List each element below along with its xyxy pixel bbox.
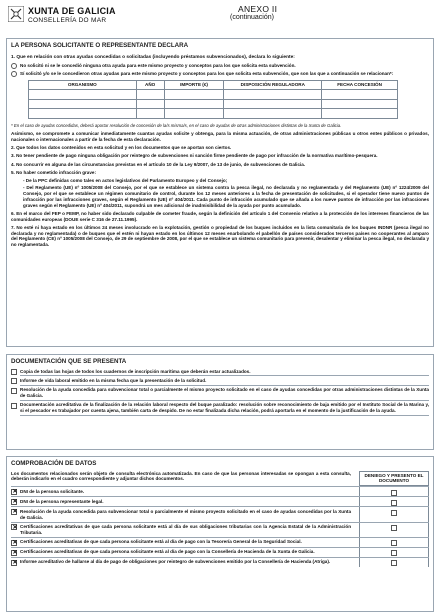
data-check-item bbox=[11, 486, 429, 496]
radio-button[interactable] bbox=[11, 71, 17, 77]
table-cell[interactable] bbox=[224, 109, 322, 119]
option-label: No solicitó ni se le concedió ninguna otra ayuda para este mismo proyecto y conceptos para los que solicita esta subvención. bbox=[20, 62, 296, 68]
document-label: Documentación acreditativa de la finalización de la relación laboral respecto del buque paralizado: resolución sobre reconocimiento de baja emitido por el Instituto Social de la Marina y, si el pescador es trabajador por cuenta ajena, también carta de despido. De no estar finalizada dicha relación, podrá aportarla en el momento de la justificación de la ayuda. bbox=[20, 402, 429, 415]
table-cell[interactable] bbox=[322, 109, 398, 119]
annex-title: ANEXO II bbox=[238, 4, 278, 14]
aids-table bbox=[28, 80, 398, 119]
data-check-item bbox=[11, 557, 429, 567]
table-cell[interactable] bbox=[136, 90, 164, 100]
table-cell[interactable] bbox=[322, 99, 398, 109]
paragraph-7: 7. No esté ni haya estado en los últimos 24 meses involucrado en la explotación, gestión o propiedad de los buques incluidos en la lista comunitaria de los buques INDNR (pesca ilegal no declarada y no reglamentada) o de buques que el estén ni hayan estado en los últimos 12 meses enarbolando el pabellón de países considerados terceros países no cooperantes al amparo del Reglamento (CE) nº 1005/2008 del Consejo, de 29 de septiembre de 2008, por el que se establece un sistema comunitario para prevenir, desalentar y eliminar la pesca ilegal, no declarada y no reglamentada. bbox=[11, 224, 429, 248]
deny-column-header: DENIEGO Y PRESENTO EL DOCUMENTO bbox=[359, 471, 429, 486]
table-cell[interactable] bbox=[29, 90, 137, 100]
org-department: CONSELLERÍA DO MAR bbox=[28, 17, 107, 24]
checkbox[interactable] bbox=[11, 550, 17, 556]
checkbox[interactable] bbox=[11, 388, 17, 394]
radio-button[interactable] bbox=[11, 63, 17, 69]
document-item[interactable] bbox=[11, 378, 429, 386]
declaration-section bbox=[6, 38, 434, 347]
xunta-logo bbox=[8, 6, 24, 22]
table-cell[interactable] bbox=[164, 90, 224, 100]
paragraph-asimismo: Asimismo, se compromete a comunicar inmediatamente cuantas ayudas solicite y obtenga, para la misma actuación, de otras administraciones públicas u otros entes públicos o privados, nacionales o internacionales a partir de la fecha de esta declaración. bbox=[11, 130, 429, 142]
data-check-section bbox=[6, 456, 434, 612]
data-check-item bbox=[11, 496, 429, 506]
paragraph-5: 5. No haber cometido infracción grave: bbox=[11, 169, 97, 175]
data-check-label: Certificaciones acreditativas de que cada persona solicitante está al día de sus obligaciones tributarias con la Agencia Estatal de la Administración Tributaria. bbox=[20, 524, 351, 535]
col-ano: AÑO bbox=[136, 81, 164, 90]
aids-note: * En el caso de ayudas concedidas, deberá aportar resolución de concesión de la/s misma/s, en el caso de ayudas de otras administraciones distintas de la Xunta de Galicia. bbox=[11, 122, 342, 128]
data-check-intro: Los documentos relacionados serán objeto de consulta electrónica automatizada. En caso de que las personas interesadas se opongan a esta consulta, deberán indicarlo en el cuadro correspondiente y adjuntar dichos documentos. bbox=[11, 470, 351, 482]
paragraph-6: 6. En el marco del FEP o FEMP, no haber sido declarado culpable de cometer fraude, según la definición del artículo 1 del Convenio relativo a la protección de los intereses financieros de las comunidades europeas (DOUE serie C 316 de 27.11.1995). bbox=[11, 210, 429, 222]
data-check-item bbox=[11, 522, 429, 537]
deny-checkbox[interactable] bbox=[391, 510, 397, 516]
paragraph-3: 3. No tener pendiente de pago ninguna obligación por reintegro de subvenciones ni sanción firme pendiente de pago por infracción de la normativa marítimo-pesquera. bbox=[11, 153, 378, 159]
page-header bbox=[8, 4, 433, 32]
question-1: 1. Que en relación con otras ayudas concedidas o solicitadas (incluyendo préstamos subvencionados), declara lo siguiente: bbox=[11, 54, 295, 60]
option-no-aid[interactable] bbox=[11, 63, 429, 69]
deny-checkbox[interactable] bbox=[391, 560, 397, 566]
deny-checkbox[interactable] bbox=[391, 540, 397, 546]
checkbox[interactable] bbox=[11, 378, 17, 384]
deny-checkbox[interactable] bbox=[391, 525, 397, 531]
table-row bbox=[29, 90, 398, 100]
data-check-item bbox=[11, 506, 429, 521]
checkbox[interactable] bbox=[11, 403, 17, 409]
section-title: COMPROBACIÓN DE DATOS bbox=[11, 460, 97, 467]
document-item[interactable] bbox=[11, 402, 429, 415]
table-cell[interactable] bbox=[322, 90, 398, 100]
table-row bbox=[29, 109, 398, 119]
deny-checkbox[interactable] bbox=[391, 490, 397, 496]
option-label: Sí solicitó y/o se le concedieron otras ayudas para este mismo proyecto y conceptos para los que solicita esta subvención, que son las que a continuación se relacionan*: bbox=[20, 71, 394, 77]
table-row bbox=[29, 99, 398, 109]
checkbox[interactable] bbox=[11, 540, 17, 546]
col-fecha: FECHA CONCESIÓN bbox=[322, 81, 398, 90]
option-yes-aid[interactable] bbox=[11, 71, 429, 77]
deny-checkbox[interactable] bbox=[391, 550, 397, 556]
checkbox[interactable] bbox=[11, 524, 17, 530]
table-cell[interactable] bbox=[29, 109, 137, 119]
data-check-item bbox=[11, 547, 429, 557]
table-cell[interactable] bbox=[164, 99, 224, 109]
data-check-label: Certificaciones acreditativas de que cada persona solicitante está al día de pago con la Consellería de Hacienda de la Xunta de Galicia. bbox=[20, 549, 315, 555]
table-cell[interactable] bbox=[136, 109, 164, 119]
org-name: XUNTA DE GALICIA bbox=[28, 6, 116, 16]
document-item[interactable] bbox=[11, 387, 429, 400]
checkbox[interactable] bbox=[11, 499, 17, 505]
paragraph-2: 2. Que todos los datos contenidos en esta solicitud y en los documentos que se aportan son ciertos. bbox=[11, 144, 232, 150]
checkbox[interactable] bbox=[11, 560, 17, 566]
paragraph-4: 4. No concurrir en alguna de las circunstancias previstas en el artículo 10 de la Ley 9/2007, de 13 de junio, de subvenciones de Galicia. bbox=[11, 161, 306, 167]
deny-checkbox[interactable] bbox=[391, 500, 397, 506]
table-cell[interactable] bbox=[164, 109, 224, 119]
checkbox[interactable] bbox=[11, 369, 17, 375]
section-title: DOCUMENTACIÓN QUE SE PRESENTA bbox=[11, 358, 127, 365]
data-check-list bbox=[11, 486, 429, 567]
document-label: Copia de todas las hojas de todos los cuadernos de inscripción marítima que deberán estar actualizados. bbox=[20, 369, 429, 377]
data-check-label: Certificaciones acreditativas de que cada persona solicitante está al día de pago con la Tesorería General de la Seguridad Social. bbox=[20, 539, 302, 545]
data-check-item bbox=[11, 537, 429, 547]
table-cell[interactable] bbox=[136, 99, 164, 109]
document-label: Informe de vida laboral emitido en la misma fecha que la presentación de la solicitud. bbox=[20, 378, 429, 386]
annex-subtitle: (continuación) bbox=[230, 14, 274, 21]
checkbox[interactable] bbox=[11, 509, 17, 515]
documentation-section bbox=[6, 354, 434, 450]
paragraph-5b: - Del Reglamento (UE) nº 1005/2008 del Consejo, por el que se establece un sistema contra la pesca ilegal, no declarada y no reglamentada y del Reglamento (UE) nº 1224/2009 del Consejo, por el que se establece un régimen comunitario de control, durante los 12 meses anteriores a la fecha de presentación de solicitudes, si el operador tiene nuevo puntos de infracción por las infracciones graves, según el Reglamento (UE) nº 404/2011. Cada punto de infracción acumulado que se añada a los nueve puntos de infracción por las infracciones graves según el Reglamento (UE) nº 404/2011, supondrá un mes adicional de inadmisibilidad de la ayuda por punto acumulado. bbox=[23, 185, 429, 208]
documentation-list bbox=[11, 369, 429, 416]
data-check-label: DNI de la persona solicitante. bbox=[20, 488, 85, 494]
col-disposicion: DISPOSICIÓN REGULADORA bbox=[224, 81, 322, 90]
table-cell[interactable] bbox=[29, 99, 137, 109]
col-importe: IMPORTE (€) bbox=[164, 81, 224, 90]
table-cell[interactable] bbox=[224, 99, 322, 109]
data-check-label: Informe acreditativo de hallarse al día de pago de obligaciones por reintegro de subvenciones emitido por la Consellería de Hacienda (Atriga). bbox=[20, 559, 331, 565]
document-item[interactable] bbox=[11, 369, 429, 377]
table-cell[interactable] bbox=[224, 90, 322, 100]
section-title: LA PERSONA SOLICITANTE O REPRESENTANTE DECLARA bbox=[11, 42, 189, 49]
data-check-label: DNI de la persona representante legal. bbox=[20, 498, 104, 504]
paragraph-5a: - De la PPC definidas como tales en actos legislativos del Parlamento Europeo y del Consejo; bbox=[23, 177, 228, 183]
document-label: Resolución de la ayuda concedida para subvencionar total o parcialmente el mismo proyecto solicitado en el caso de ayudas concedidas por otras administraciones distintas de la Xunta de Galicia. bbox=[20, 387, 429, 400]
data-check-label: Resolución de la ayuda concedida para subvencionar total o parcialmente el mismo proyecto solicitado en el caso de ayudas concedidas por la Xunta de Galicia. bbox=[20, 508, 351, 520]
checkbox[interactable] bbox=[11, 489, 17, 495]
col-organismo: ORGANISMO bbox=[29, 81, 137, 90]
